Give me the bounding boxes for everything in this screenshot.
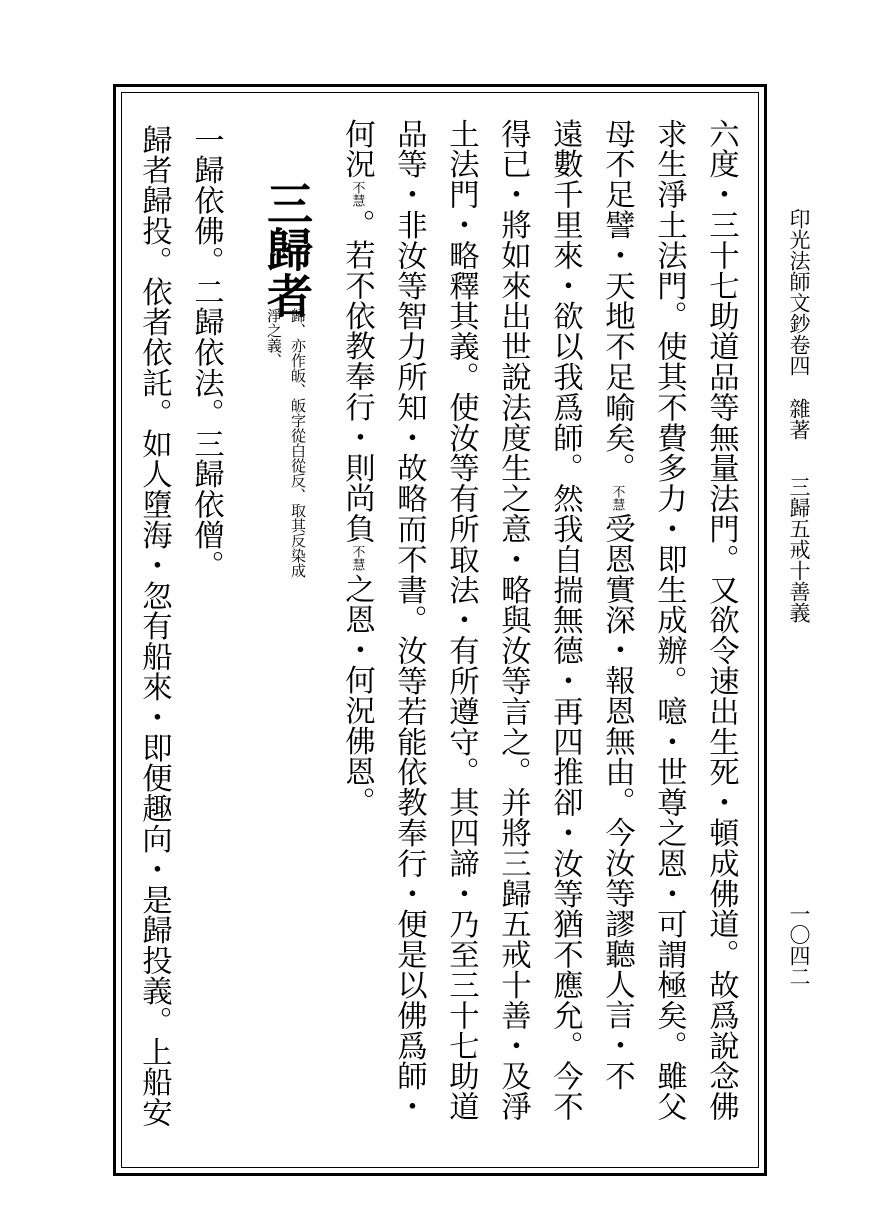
text-column-2: 求生淨土法門。使其不費多力・即生成辦。噫・世尊之恩・可謂極矣。雖父 [651, 118, 687, 1122]
text-column-1: 六度・三十七助道品等無量法門。又欲令速出生死・頓成佛道。故爲說念佛 [703, 118, 739, 1122]
text-segment: 母不足譬・天地不足喻矣。 [599, 118, 635, 483]
text-segment: 何況 [339, 118, 375, 179]
interlinear-note: 不慧 [609, 484, 625, 511]
section-heading: 三歸者 [260, 180, 314, 318]
section-label: 雜著 [787, 398, 811, 440]
text-column-7: 品等・非汝等智力所知・故略而不書。汝等若能依教奉行・便是以佛爲師・ [391, 118, 427, 1122]
heading-annotation: 歸、亦作皈、皈字從白從反、取其反染成淨之義、 [265, 308, 307, 578]
chapter-title: 三歸五戒十善義 [787, 476, 811, 623]
book-title: 印光法師文鈔卷四 [787, 208, 811, 376]
text-segment: 之恩・何況佛恩。 [339, 573, 375, 817]
page-number: 一〇四二 [787, 903, 811, 987]
text-column-5: 得已・將如來出世說法度生之意・略與汝等言之。并將三歸五戒十善・及淨 [495, 118, 531, 1122]
text-column-8 [339, 118, 375, 817]
text-column-4: 遠數千里來・欲以我爲師。然我自揣無德・再四推卻・汝等猶不應允。今不 [547, 118, 583, 1122]
text-column-9: 一歸依佛。二歸依法。三歸依僧。 [188, 124, 224, 580]
text-segment: 。若不依教奉行・則尚負 [339, 208, 375, 544]
running-header [788, 208, 809, 623]
text-column-10: 歸者歸投。依者依託。如人墮海・忽有船來・即便趣向・是歸投義。上船安 [136, 124, 172, 1128]
text-column-6: 土法門・略釋其義。使汝等有所取法・有所遵守。其四諦・乃至三十七助道 [443, 118, 479, 1122]
interlinear-note: 不慧 [349, 545, 365, 572]
text-segment: 受恩實深・報恩無由。今汝等謬聽人言・不 [599, 512, 635, 1091]
interlinear-note: 不慧 [349, 180, 365, 207]
text-column-3 [599, 118, 635, 1091]
